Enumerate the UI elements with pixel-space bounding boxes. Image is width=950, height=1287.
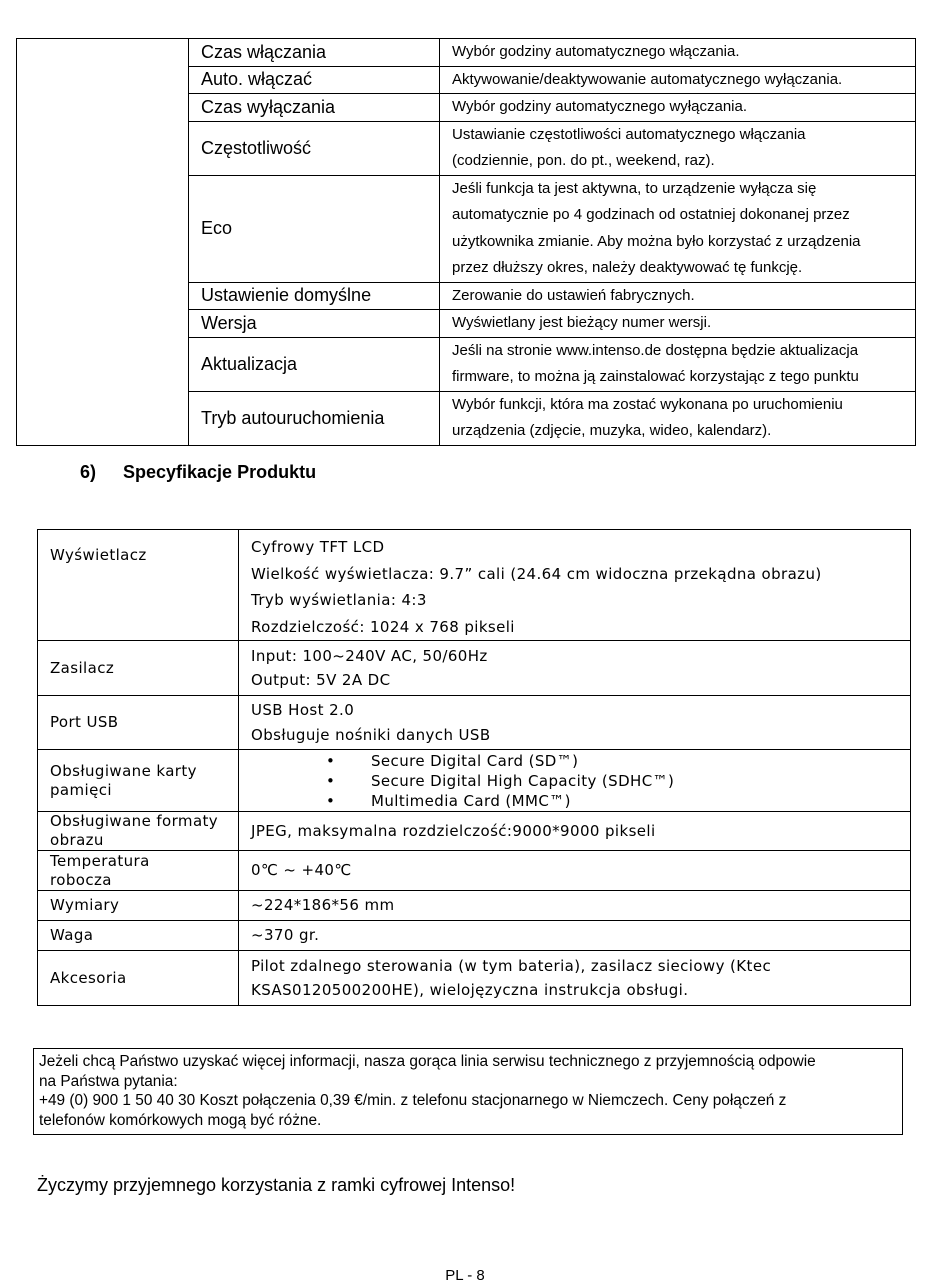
settings-label: Eco <box>189 175 440 282</box>
spec-key: Akcesoria <box>38 951 239 1006</box>
info-line: telefonów komórkowych mogą być różne. <box>39 1111 322 1129</box>
spec-value <box>239 750 911 812</box>
settings-desc-line: użytkownika zmianie. Aby można było korzystać z urządzenia <box>452 232 861 250</box>
spec-key <box>38 851 239 891</box>
closing-message: Życzymy przyjemnego korzystania z ramki cyfrowej Intenso! <box>37 1175 516 1195</box>
settings-desc-line: automatycznie po 4 godzinach od ostatniej dokonanej przez <box>452 206 850 223</box>
spec-key-line: Obsługiwane karty <box>50 761 197 780</box>
settings-label: Częstotliwość <box>189 121 440 175</box>
settings-desc <box>440 391 916 445</box>
settings-desc-line: Jeśli funkcja ta jest aktywna, to urządzenie wyłącza się <box>452 179 817 197</box>
spec-key-line: Obsługiwane formaty <box>50 812 219 830</box>
settings-label: Aktualizacja <box>189 337 440 391</box>
spec-line: Input: 100~240V AC, 50/60Hz <box>251 646 488 665</box>
spec-line: Tryb wyświetlania: 4:3 <box>251 591 427 609</box>
spec-key-line: obrazu <box>50 831 104 849</box>
info-line: +49 (0) 900 1 50 40 30 Koszt połączenia 0,39 €/min. z telefonu stacjonarnego w Niemczech. Ceny połączeń z <box>39 1092 787 1109</box>
settings-desc-line: urządzenia (zdjęcie, muzyka, wideo, kalendarz). <box>452 422 772 439</box>
spec-value <box>239 812 911 851</box>
section-title: Specyfikacje Produktu <box>123 462 317 482</box>
settings-desc <box>440 337 916 391</box>
settings-label: Czas wyłączania <box>189 94 440 122</box>
spec-value <box>239 530 911 641</box>
spec-line: 0℃ ~ +40℃ <box>251 861 352 880</box>
settings-desc-line: (codziennie, pon. do pt., weekend, raz). <box>452 152 715 169</box>
spec-value <box>239 951 911 1006</box>
section-number: 6) <box>80 462 97 482</box>
settings-desc: Wyświetlany jest bieżący numer wersji. <box>440 310 916 338</box>
settings-label: Wersja <box>189 310 440 338</box>
spec-key: Zasilacz <box>38 641 239 696</box>
settings-desc-line: Jeśli na stronie www.intenso.de dostępna będzie aktualizacja <box>452 341 859 359</box>
settings-desc: Wybór godziny automatycznego włączania. <box>440 39 916 67</box>
settings-desc: Zerowanie do ustawień fabrycznych. <box>440 282 916 310</box>
spec-key-line: robocza <box>50 870 112 889</box>
settings-label: Ustawienie domyślne <box>189 282 440 310</box>
spec-table <box>37 529 911 1006</box>
settings-desc-line: firmware, to można ją zainstalować korzystając z tego punktu <box>452 368 859 385</box>
settings-table <box>16 38 916 446</box>
spec-value <box>239 851 911 891</box>
spec-key: Wyświetlacz <box>38 530 239 641</box>
settings-desc-line: Wybór funkcji, która ma zostać wykonana po uruchomieniu <box>452 395 843 413</box>
spec-line: KSAS0120500200HE), wielojęzyczna instrukcja obsługi. <box>251 981 689 999</box>
spec-key-line: pamięci <box>50 780 112 799</box>
info-line: Jeżeli chcą Państwo uzyskać więcej informacji, nasza gorąca linia serwisu technicznego z przyjemnością odpowie <box>39 1053 816 1070</box>
settings-desc <box>440 121 916 175</box>
settings-label: Czas włączania <box>189 39 440 67</box>
list-item: • Multimedia Card (MMC™) <box>251 791 910 811</box>
spec-value <box>239 891 911 921</box>
list-item: • Secure Digital Card (SD™) <box>251 751 910 771</box>
spec-key: Port USB <box>38 696 239 750</box>
hotline-info-box <box>33 1048 903 1135</box>
spec-key-line: Temperatura <box>50 851 150 870</box>
spec-value <box>239 696 911 750</box>
settings-desc <box>440 175 916 282</box>
spec-key <box>38 812 239 851</box>
spec-line: Rozdzielczość: 1024 x 768 pikseli <box>251 617 515 636</box>
spec-key <box>38 750 239 812</box>
spec-line: Obsługuje nośniki danych USB <box>251 725 491 744</box>
memory-card-list <box>251 751 910 811</box>
spec-line: Pilot zdalnego sterowania (w tym bateria), zasilacz sieciowy (Ktec <box>251 956 772 975</box>
spec-value <box>239 921 911 951</box>
list-item: • Secure Digital High Capacity (SDHC™) <box>251 771 910 791</box>
spec-line: Cyfrowy TFT LCD <box>251 538 385 556</box>
settings-desc: Aktywowanie/deaktywowanie automatycznego wyłączania. <box>440 66 916 94</box>
spec-line: JPEG, maksymalna rozdzielczość:9000*9000 pikseli <box>251 821 656 840</box>
spec-key: Waga <box>38 921 239 951</box>
spec-line: USB Host 2.0 <box>251 701 355 719</box>
spec-line: ~224*186*56 mm <box>251 896 395 915</box>
settings-desc-line: przez dłuższy okres, należy deaktywować tę funkcję. <box>452 259 803 276</box>
spec-line: ~370 gr. <box>251 926 320 945</box>
spec-key: Wymiary <box>38 891 239 921</box>
settings-desc-line: Ustawianie częstotliwości automatycznego włączania <box>452 125 806 143</box>
settings-label: Auto. włączać <box>189 66 440 94</box>
spec-line: Wielkość wyświetlacza: 9.7” cali (24.64 cm widoczna przekądna obrazu) <box>251 564 822 583</box>
page-number: PL - 8 <box>445 1267 485 1284</box>
settings-desc: Wybór godziny automatycznego wyłączania. <box>440 94 916 122</box>
spec-value <box>239 641 911 696</box>
settings-blank-cell <box>17 39 189 446</box>
section-heading <box>80 462 316 483</box>
spec-line: Output: 5V 2A DC <box>251 671 391 689</box>
settings-label: Tryb autouruchomienia <box>189 391 440 445</box>
info-line: na Państwa pytania: <box>39 1072 178 1090</box>
